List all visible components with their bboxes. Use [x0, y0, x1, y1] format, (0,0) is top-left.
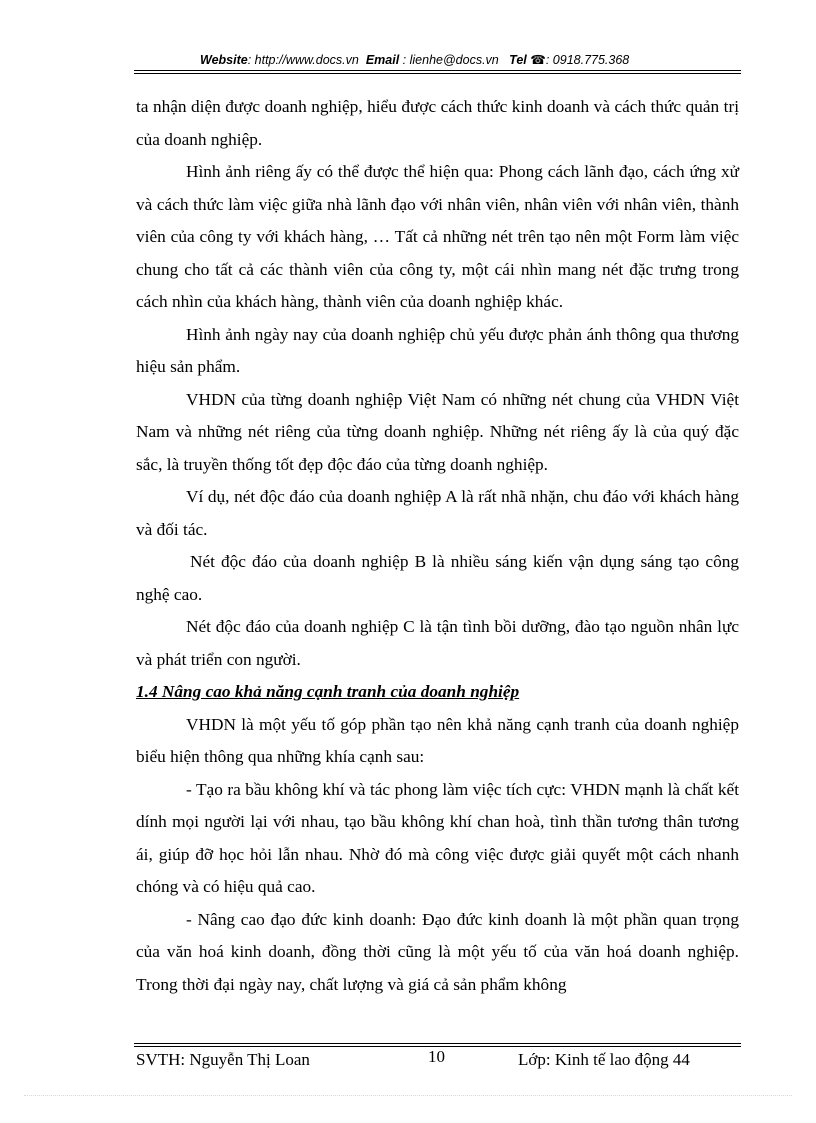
paragraph: Nét độc đáo của doanh nghiệp C là tận tình bồi dưỡng, đào tạo nguồn nhân lực và phát triển con người.	[136, 617, 739, 669]
footer-class: Lớp: Kinh tế lao động 44	[518, 1050, 690, 1069]
page-boundary	[24, 1095, 792, 1096]
paragraph: Hình ảnh ngày nay của doanh nghiệp chủ yếu được phản ánh thông qua thương hiệu sản phẩm.	[136, 324, 739, 376]
tel-label: Tel	[509, 53, 527, 67]
tel-value: : 0918.775.368	[545, 53, 630, 67]
website-label: Website	[200, 53, 248, 67]
header-divider	[134, 70, 741, 71]
paragraph: ta nhận diện được doanh nghiệp, hiểu được cách thức kinh doanh và cách thức quản trị của doanh nghiệp.	[136, 97, 739, 149]
page-footer	[136, 1047, 739, 1074]
paragraph: VHDN của từng doanh nghiệp Việt Nam có những nét chung của VHDN Việt Nam và những nét riêng của từng doanh nghiệp. Những nét riêng ấy là của quý đặc sắc, là truyền thống tốt đẹp độc đáo của từng doanh nghiệp.	[136, 389, 739, 474]
website-value: : http://www.docs.vn	[247, 53, 359, 67]
section-heading: 1.4 Nâng cao khả năng cạnh tranh của doanh nghiệp	[136, 682, 520, 701]
paragraph: VHDN là một yếu tố góp phần tạo nên khả năng cạnh tranh của doanh nghiệp biểu hiện thông qua những khía cạnh sau:	[136, 714, 739, 766]
email-value: : lienhe@docs.vn	[402, 53, 499, 67]
email-label: Email	[365, 53, 400, 67]
paragraph: - Nâng cao đạo đức kinh doanh: Đạo đức kinh doanh là một phần quan trọng của văn hoá kinh doanh, đồng thời cũng là một yếu tố của văn hoá doanh nghiệp. Trong thời đại ngày nay, chất lượng và giá cả sản phẩm không	[136, 909, 739, 994]
page-header	[200, 52, 700, 67]
header-divider	[134, 73, 741, 74]
footer-author: SVTH: Nguyễn Thị Loan	[136, 1050, 310, 1069]
phone-icon: ☎	[530, 53, 546, 67]
paragraph: Hình ảnh riêng ấy có thể được thể hiện qua: Phong cách lãnh đạo, cách ứng xử và cách thức làm việc giữa nhà lãnh đạo với nhân viên, nhân viên với nhân viên, thành viên của công ty với khách hàng, … Tất cả những nét trên tạo nên một Form làm việc chung cho tất cả các thành viên của công ty, một cái nhìn mang nét đặc trưng trong cách nhìn của khách hàng, thành viên của doanh nghiệp khác.	[136, 162, 739, 311]
paragraph: Nét độc đáo của doanh nghiệp B là nhiều sáng kiến vận dụng sáng tạo công nghệ cao.	[136, 552, 739, 604]
page-number: 10	[428, 1047, 445, 1066]
paragraph: Ví dụ, nét độc đáo của doanh nghiệp A là rất nhã nhặn, chu đáo với khách hàng và đối tác.	[136, 487, 739, 539]
body-text	[136, 91, 739, 1001]
paragraph: - Tạo ra bầu không khí và tác phong làm việc tích cực: VHDN mạnh là chất kết dính mọi người lại với nhau, tạo bầu không khí chan hoà, tình thần tương thân tương ái, giúp đỡ học hỏi lẫn nhau. Nhờ đó mà công việc được giải quyết một cách nhanh chóng và có hiệu quả cao.	[136, 779, 739, 896]
footer-divider	[134, 1043, 741, 1044]
